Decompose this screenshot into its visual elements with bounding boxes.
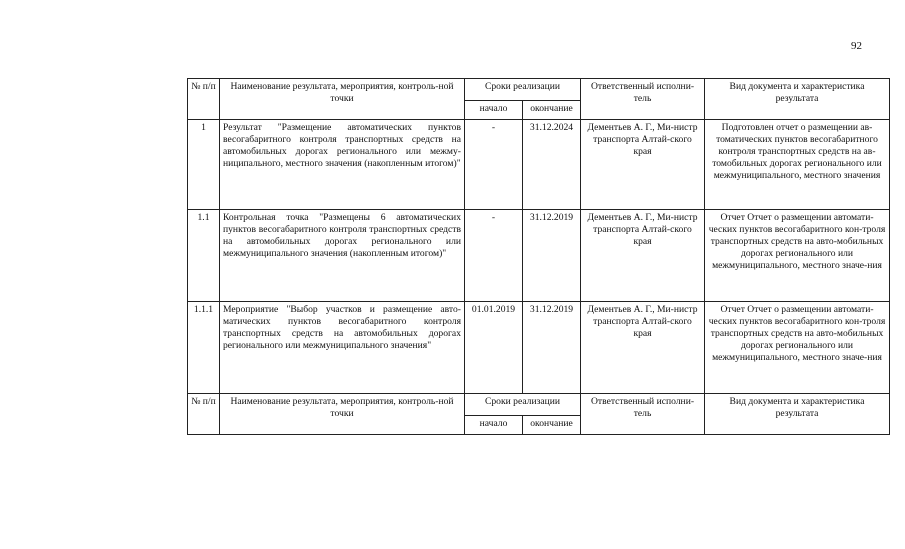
header-responsible: Ответственный исполни-тель [581,394,705,435]
row-num: 1.1 [188,210,220,302]
table-row [188,210,890,302]
row-start: 01.01.2019 [465,302,523,394]
row-start: - [465,120,523,210]
page-number: 92 [851,40,862,52]
row-start: - [465,210,523,302]
row-name: Мероприятие "Выбор участков и размещение авто-матических пунктов весогабаритного контроля транспортных средств на автомобильных дорогах регионального или межмуниципального значения" [220,302,465,394]
header-end: окончание [523,416,581,435]
row-num: 1.1.1 [188,302,220,394]
row-name: Результат "Размещение автоматических пунктов весогабаритного контроля транспортных средств на автомобильных дорогах регионального или межму-ниципального, местного значения (накопленным итогом)" [220,120,465,210]
table-header-row [188,79,890,101]
header-start: начало [465,101,523,120]
table-row [188,302,890,394]
header-responsible: Ответственный исполни-тель [581,79,705,120]
row-end: 31.12.2019 [523,210,581,302]
table-header-row-repeat [188,394,890,416]
row-document: Подготовлен отчет о размещении ав-томатических пунктов весогабаритного контроля транспортных средств на ав-томобильных дорогах регионального или межмуниципального, местного значения [705,120,890,210]
row-end: 31.12.2019 [523,302,581,394]
header-start: начало [465,416,523,435]
header-terms: Сроки реализации [465,79,581,101]
plan-table [187,78,890,435]
row-document: Отчет Отчет о размещении автомати-ческих пунктов весогабаритного кон-троля транспортных средств на авто-мобильных дорогах регионального или межмуниципального, местного значе-ния [705,210,890,302]
table-row [188,120,890,210]
header-num: № п/п [188,394,220,435]
row-num: 1 [188,120,220,210]
header-num: № п/п [188,79,220,120]
row-responsible: Дементьев А. Г., Ми-нистр транспорта Алтай-ского края [581,210,705,302]
header-document: Вид документа и характеристика результата [705,79,890,120]
header-terms: Сроки реализации [465,394,581,416]
header-document: Вид документа и характеристика результата [705,394,890,435]
header-name: Наименование результата, мероприятия, контроль-ной точки [220,79,465,120]
row-document: Отчет Отчет о размещении автомати-ческих пунктов весогабаритного кон-троля транспортных средств на авто-мобильных дорогах регионального или межмуниципального, местного значе-ния [705,302,890,394]
row-end: 31.12.2024 [523,120,581,210]
header-end: окончание [523,101,581,120]
header-name: Наименование результата, мероприятия, контроль-ной точки [220,394,465,435]
row-name: Контрольная точка "Размещены 6 автоматических пунктов весогабаритного контроля транспортных средств на автомобильных дорогах регионального или межмуниципального значения (накопленным итогом)" [220,210,465,302]
row-responsible: Дементьев А. Г., Ми-нистр транспорта Алтай-ского края [581,120,705,210]
row-responsible: Дементьев А. Г., Ми-нистр транспорта Алтай-ского края [581,302,705,394]
